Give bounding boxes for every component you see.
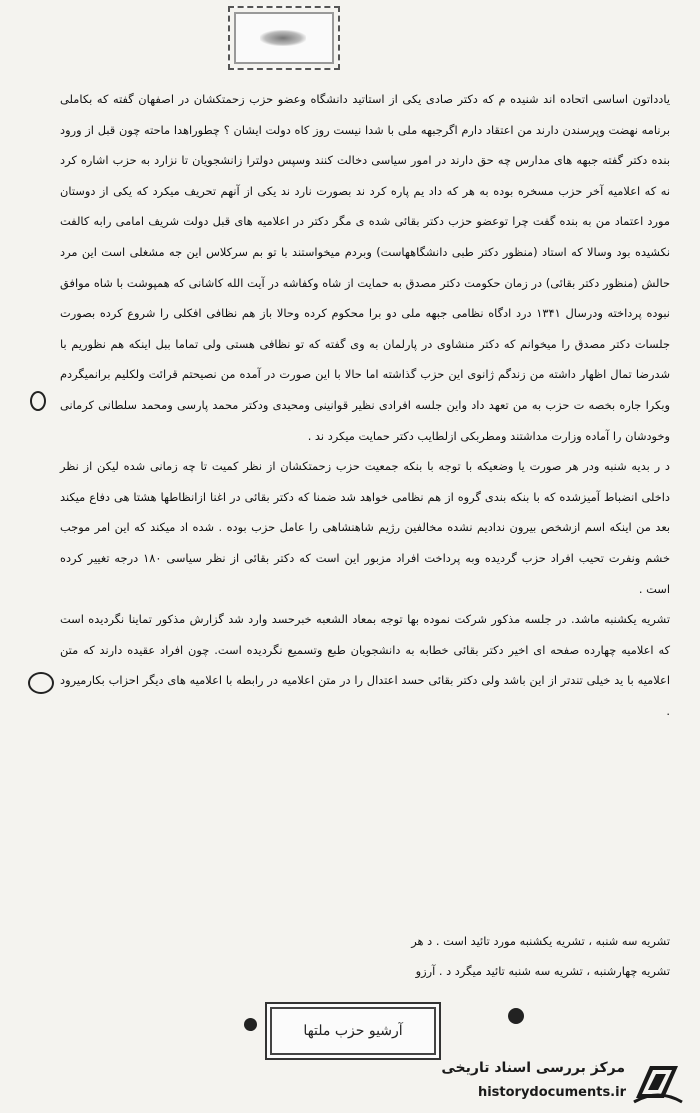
annotation-1: تشریه سه شنبه ، تشریه یکشنبه مورد تائید است . د هر	[411, 934, 670, 948]
paragraph-2: د ر بدیه شنبه ودر هر صورت یا وضعیکه با توجه با بنکه جمعیت حزب زحمتکشان از نظر کمیت تا چه زمانی شده لیکن از نظر داخلی انضباط آمیزشده که با بنکه بندی گروه از هم نظامی خواهد شد ضمنا که دکتر بقائی در اغنا ازانظاطها هشتا هی دفاع میکند بعد من اینکه اسم ازشخص بیرون ندادیم نشده مخالفین رژیم شاهنشاهی را عامل حزب بوده . شده اد میکند که این امر موجب خشم ونفرت تحیب افراد حزب گردیده وبه پرداخت افراد مزبور این است که دکتر بقائی از نظر سیاسی ۱۸۰ درجه تغییر کرده است .	[60, 459, 671, 596]
annotation-2: تشریه چهارشنبه ، تشریه سه شنبه تائید میگرد د . آرزو	[415, 964, 670, 978]
paragraph-3: تشریه یکشنبه ماشد. در جلسه مذکور شرکت نموده بها توجه بمعاد الشعبه خبرحسد وارد شد گزارش مذکور تماینا نگردیده است که اعلامیه چهارده صفحه ای اخیر دکتر بقائی خطابه به دانشجویان طبع وتسمیع نگردیده است. چون افراد عقیده دارند که متن اعلامیه با ید خیلی تندتر از این باشد ولی دکتر بقائی حسد اعتدال را در متن اعلامیه در رابطه با اعلامیه های دیگر احزاب بکارمیرود .	[60, 612, 670, 718]
history-documents-logo-icon	[628, 1058, 686, 1108]
document-body	[60, 84, 670, 726]
archive-stamp-top	[228, 6, 340, 70]
archive-url[interactable]: historydocuments.ir	[477, 1085, 626, 1100]
margin-mark-2	[28, 672, 54, 694]
archive-org-name: مرکز بررسی اسناد تاریخی	[441, 1060, 625, 1076]
margin-mark-1	[30, 391, 46, 411]
stamp-smudge	[260, 30, 306, 46]
seal-dot-left	[244, 1018, 257, 1031]
archive-stamp-bottom: آرشیو حزب ملتها	[265, 1002, 441, 1060]
seal-dot-right	[508, 1008, 524, 1024]
paragraph-1: یادداتون اساسی اتحاده اند شنیده م که دکتر صادی یکی از استاتید دانشگاه وعضو حزب زحمتکشان در اصفهان گفته که بکاملی برنامه نهضت وپرسندن دارند من اعتقاد دارم اگرجبهه ملی با شدا نیست روز کاه دولت ایشان ؟ چطوراهدا ماحته چون قبل از ورود بنده دکتر گفته جبهه های مدارس چه حق دارند در امور سیاسی دخالت کنند وسپس دولترا زانشجویان تا نزارد به حزب اشاره کرد نه که اعلامیه آخر حزب مسخره بوده به هر که داد یم پاره کرد ند بصورت نارد ند یکی از آنهم تحریف میکرد که یکی از دوستان مورد اعتماد من به بنده گفت چرا توعضو حزب دکتر بقائی شده ی مگر دکتر در اعلامیه های قبل دولت شریف امامی رابه کالفت نکشیده بود وسالا که استاد (منظور دکتر طبی دانشگاههاست) وبردم میخواستند با تو بم سرکلاس این جه مشغلی است این مرد حالش (منظور دکتر بقائی) در زمان حکومت دکتر مصدق به حمایت از شاه وکفاشه در آیت الله کاشانی که همپوشت با شاه موافق نبوده پرداخته ودرسال ۱۳۴۱ درد ادگاه نظامی جبهه ملی دو برا محکوم کرده وحالا باز هم نظافی افکلی را شروع کرده بصورت جلسات دکتر مصدق را میخوانم که دکتر منشاوی در پارلمان به وی گفته که تو نظافی هستی ولی تماما ببل اینکه هم نظوریم با شدرضا تمال اظهار داشته من زندگم ژانوی این حزب گذاشته اما حالا با این صورت در آمده من نصیحتم قرائت ولکلیم برانمیگردم وبکرا جاره بخصه ت حزب به من تعهد داد واین جلسه افرادی نظیر قوانینی ومحیدی ودکتر محمد پارسی ومحمد سلطانی کرمانی وخودشان را آماده وزارت مداشتند ومطربکی ازلطایب دکتر حمایت میکرد ند .	[60, 92, 670, 443]
